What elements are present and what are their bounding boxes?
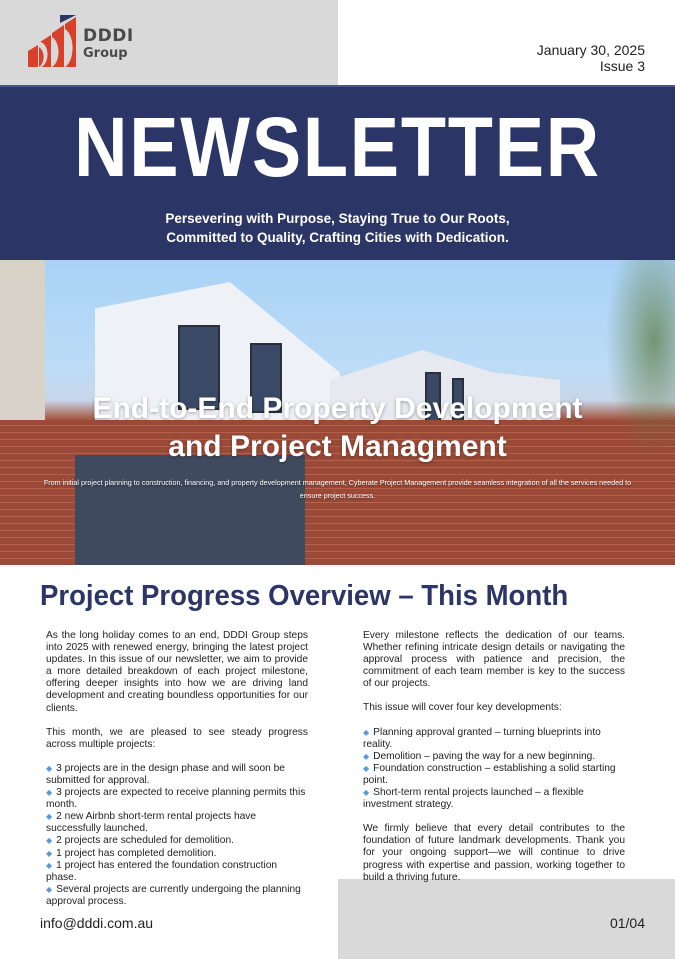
banner-tagline xyxy=(0,209,675,247)
hero-heading-line1: End-to-End Property Development xyxy=(92,392,583,425)
development-list-item: ◆ Planning approval granted – turning blueprints into reality. xyxy=(363,726,601,750)
issue-number: Issue 3 xyxy=(599,58,645,74)
development-list-item: ◆ Short-term rental projects launched – a flexible investment strategy. xyxy=(363,787,584,811)
diamond-bullet-icon: ◆ xyxy=(46,788,53,798)
development-list-item: ◆ Demolition – paving the way for a new beginning. xyxy=(363,750,596,762)
progress-list-item: ◆ Several projects are currently undergoing the planning approval process. xyxy=(46,883,301,907)
company-logo xyxy=(26,15,146,70)
contact-email-link[interactable]: info@dddi.com.au xyxy=(40,915,154,931)
logo-line2: Group xyxy=(83,46,128,61)
diamond-bullet-icon: ◆ xyxy=(363,788,370,798)
left-column xyxy=(46,630,308,908)
diamond-bullet-icon: ◆ xyxy=(363,727,370,737)
development-list-item: ◆ Foundation construction – establishing a solid starting point. xyxy=(363,762,616,786)
diamond-bullet-icon: ◆ xyxy=(46,884,53,894)
hero-paragraph: From initial project planning to construction, financing, and property development management, Cyberate Project Management provide seamless integration of all the services needed to ensure project success. xyxy=(43,478,632,500)
hero-heading-line2: and Project Managment xyxy=(168,430,507,463)
issue-date: January 30, 2025 xyxy=(536,42,645,58)
progress-list-item: ◆ 1 project has completed demolition. xyxy=(46,847,217,859)
diamond-bullet-icon: ◆ xyxy=(46,860,53,870)
issue-info xyxy=(537,42,645,74)
progress-intro: This month, we are pleased to see steady progress across multiple projects: xyxy=(46,726,308,750)
closing-paragraph: We firmly believe that every detail contributes to the foundation of future landmark developments. Thank you for your ongoing support—we will continue to drive progress with expertise and passion, working together to build a thriving future. xyxy=(363,823,625,883)
cover-intro: This issue will cover four key developments: xyxy=(363,702,562,714)
diamond-bullet-icon: ◆ xyxy=(46,848,53,858)
progress-list-item: ◆ 2 new Airbnb short-term rental projects have successfully launched. xyxy=(46,811,257,835)
banner-title: NEWSLETTER xyxy=(74,100,601,194)
diamond-bullet-icon: ◆ xyxy=(46,836,53,846)
logo-wordmark xyxy=(83,28,134,60)
progress-list-item: ◆ 1 project has entered the foundation construction phase. xyxy=(46,859,278,883)
progress-list-item: ◆ 3 projects are expected to receive planning permits this month. xyxy=(46,787,306,811)
tagline-line2: Committed to Quality, Crafting Cities with Dedication. xyxy=(166,230,509,245)
page-header xyxy=(0,0,675,85)
diamond-bullet-icon: ◆ xyxy=(363,751,370,761)
diamond-bullet-icon: ◆ xyxy=(46,763,53,773)
page-number: 01/04 xyxy=(609,915,645,931)
diamond-bullet-icon: ◆ xyxy=(363,763,370,773)
intro-paragraph: As the long holiday comes to an end, DDDI Group steps into 2025 with renewed energy, bringing the latest project updates. In this issue of our newsletter, we aim to provide a more detailed breakdown of each project milestone, offering deeper insights into how we are driving land development and creating boundless opportunities for our clients. xyxy=(46,630,308,714)
hero-heading xyxy=(0,390,675,466)
hero-image xyxy=(0,260,675,565)
newsletter-banner xyxy=(0,85,675,260)
diamond-bullet-icon: ◆ xyxy=(46,812,53,822)
section-title: Project Progress Overview – This Month xyxy=(40,580,569,612)
hero-overlay-text xyxy=(0,390,675,502)
logo-bars-icon xyxy=(26,15,78,67)
milestone-paragraph: Every milestone reflects the dedication of our teams. Whether refining intricate design details or navigating the approval process with patience and precision, the commitment of each team member is key to the success of our projects. xyxy=(363,630,625,690)
header-logo-panel xyxy=(0,0,338,85)
logo-line1: DDDI xyxy=(83,26,134,46)
tagline-line1: Persevering with Purpose, Staying True to Our Roots, xyxy=(165,211,510,226)
progress-list-item: ◆ 2 projects are scheduled for demolition. xyxy=(46,835,234,847)
progress-list-item: ◆ 3 projects are in the design phase and will soon be submitted for approval. xyxy=(46,762,285,786)
right-column xyxy=(363,630,625,884)
